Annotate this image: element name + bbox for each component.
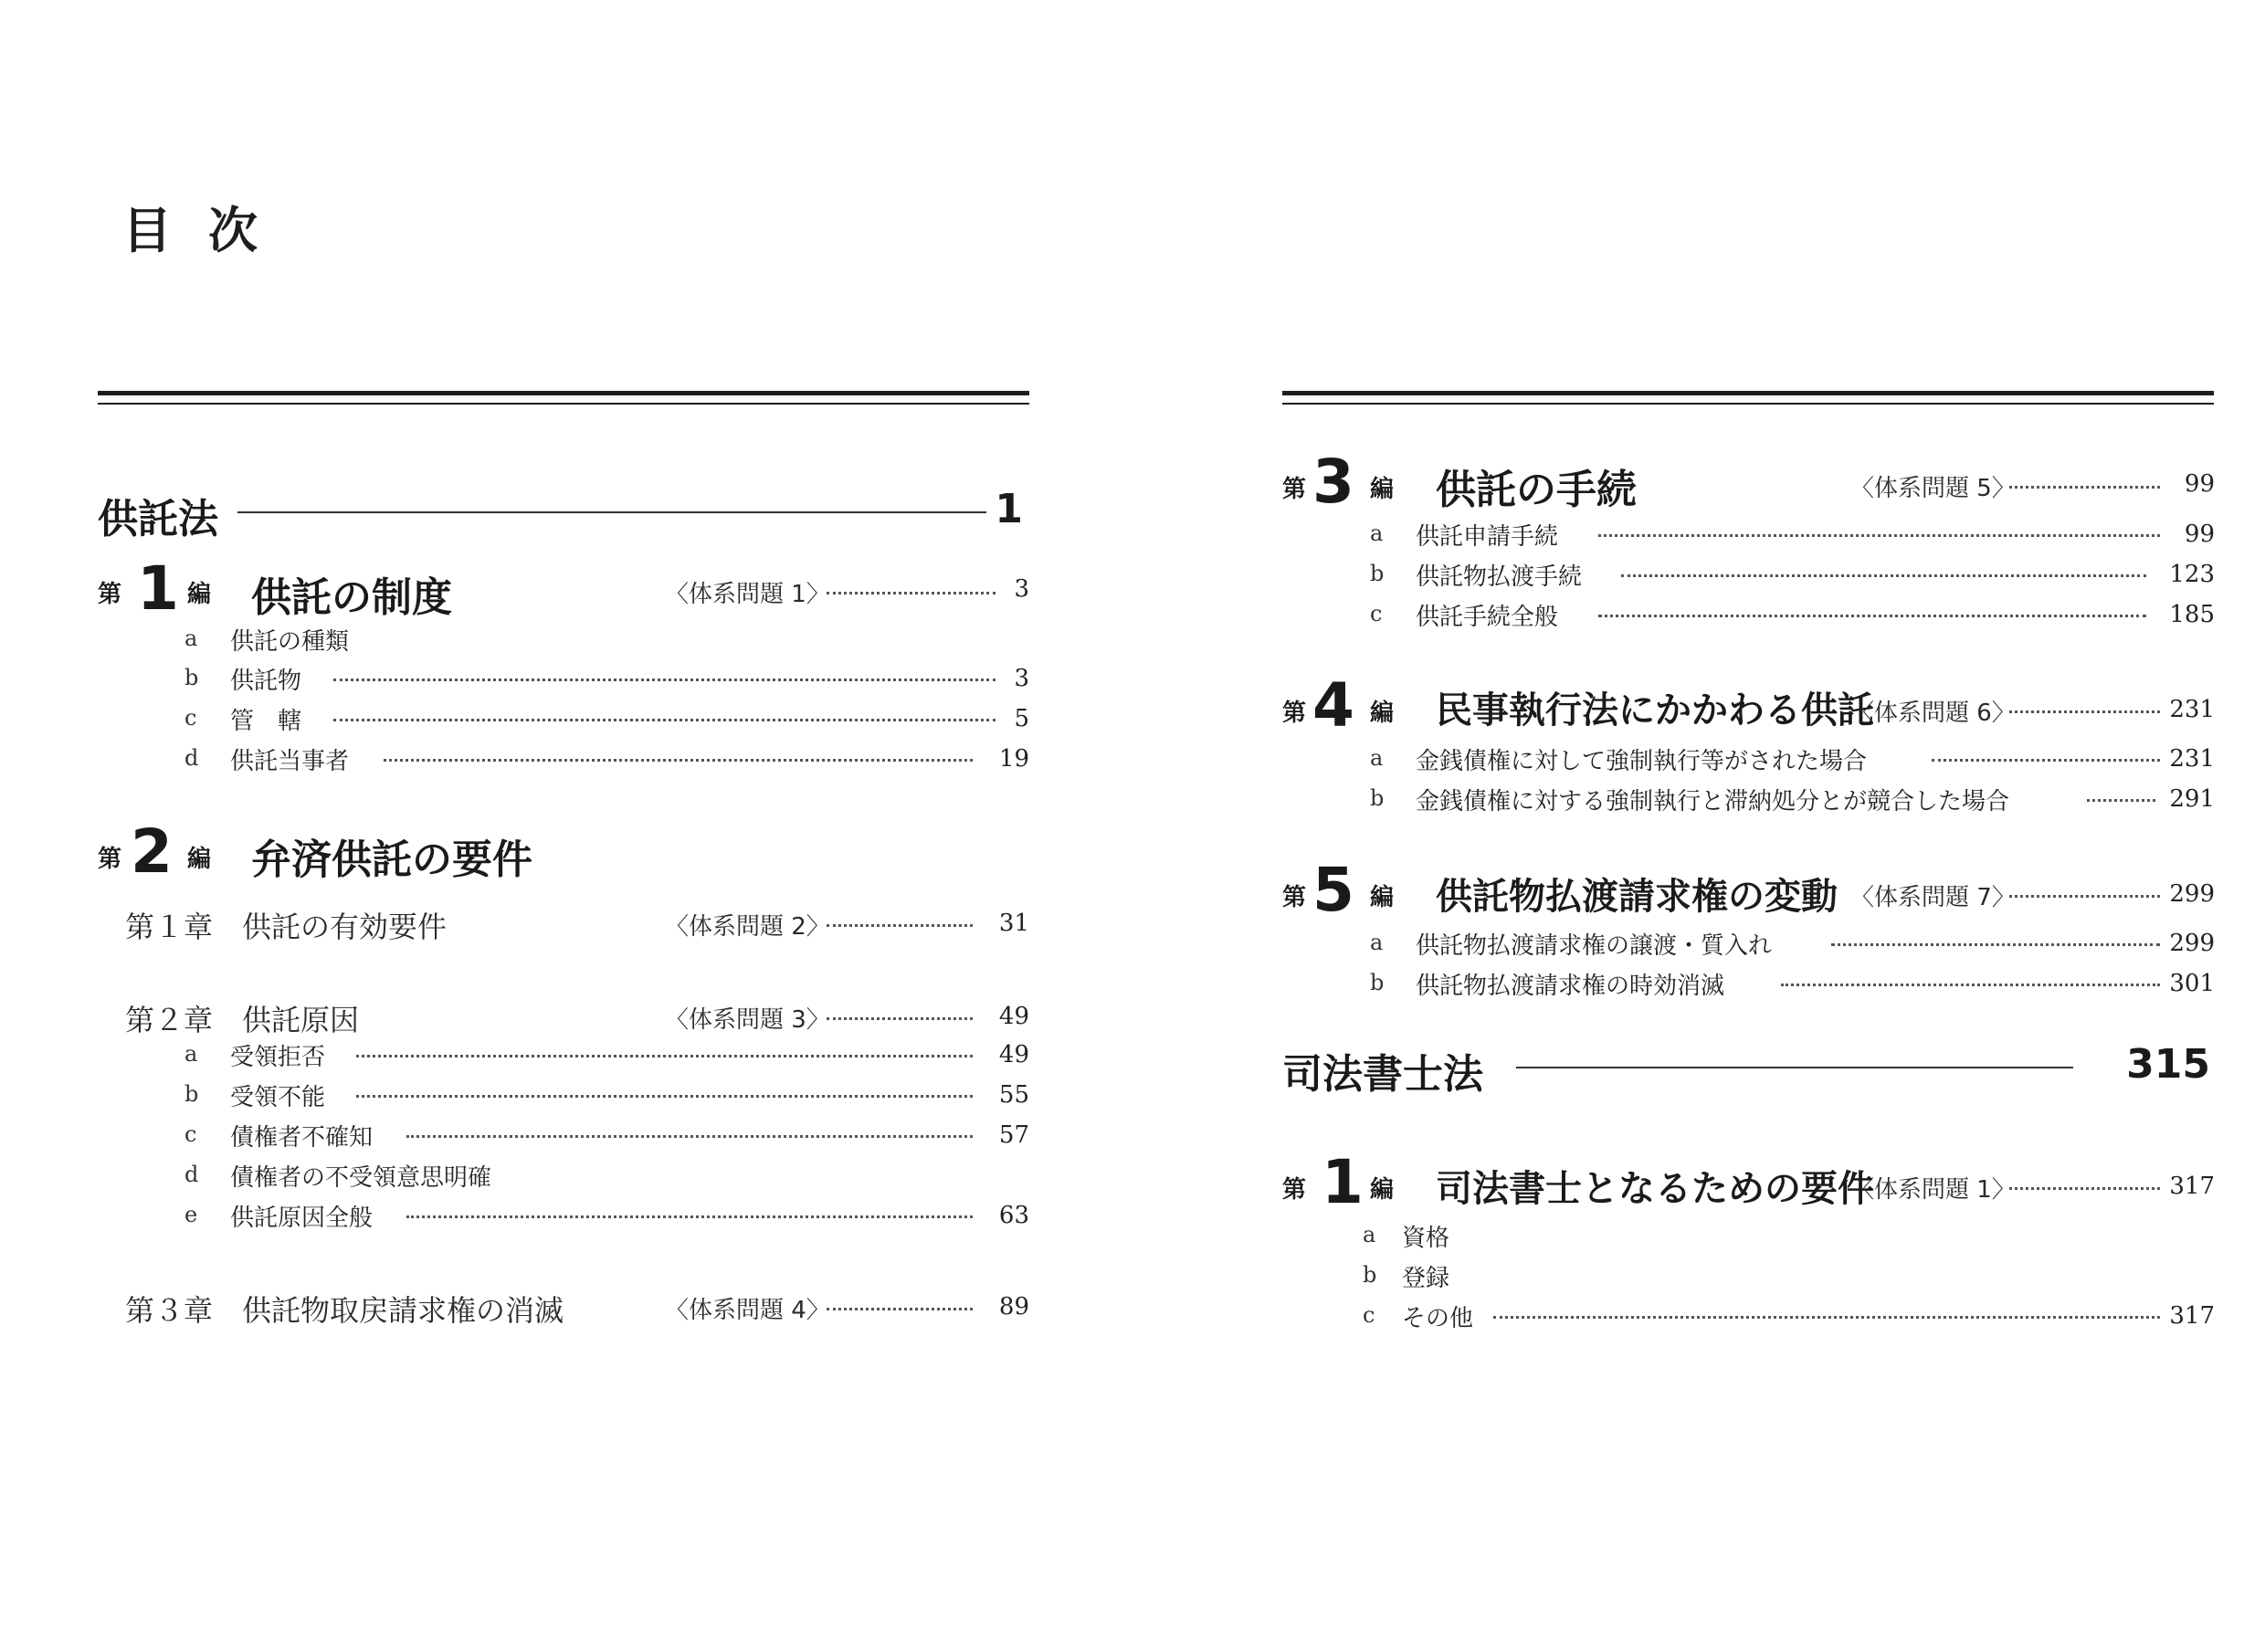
part-prefix: 第 <box>1282 700 1307 727</box>
item-letter: b <box>1363 1262 1377 1288</box>
list-item[interactable]: 債権者の不受領意思明確 <box>230 1164 492 1192</box>
law-page: 1 <box>995 486 1023 532</box>
item-letter: a <box>1370 930 1384 955</box>
page-number: 123 <box>2169 561 2215 588</box>
item-letter: b <box>184 665 199 690</box>
list-item[interactable]: 供託物払渡手続 <box>1416 563 1583 591</box>
part-suffix: 編 <box>1370 700 1395 727</box>
list-item[interactable]: 供託物 <box>230 668 302 695</box>
item-letter: b <box>1370 970 1385 995</box>
dot-leader <box>1598 615 2146 617</box>
system-problem-ref: 〈体系問題 1〉 <box>1850 1176 2016 1204</box>
part-suffix: 編 <box>1370 884 1395 911</box>
list-item[interactable]: 供託の種類 <box>230 628 350 656</box>
page-number: 185 <box>2169 601 2215 628</box>
item-letter: d <box>184 1162 199 1187</box>
item-letter: a <box>184 626 198 651</box>
part-number: 1 <box>1322 1147 1364 1217</box>
part-title[interactable]: 供託物払渡請求権の変動 <box>1436 876 1838 918</box>
item-letter: a <box>1363 1222 1376 1247</box>
chapter-title[interactable]: 第３章 供託物取戻請求権の消滅 <box>125 1293 564 1328</box>
part-title[interactable]: 司法書士となるための要件 <box>1436 1168 1874 1210</box>
item-letter: d <box>184 745 199 771</box>
dot-leader <box>333 679 996 681</box>
part-number: 1 <box>137 553 179 624</box>
list-item[interactable]: 供託当事者 <box>230 748 350 775</box>
page-number: 5 <box>1014 705 1029 732</box>
page-number: 31 <box>998 910 1029 937</box>
part-number: 2 <box>131 816 173 887</box>
dot-leader <box>356 1095 973 1098</box>
part-number: 5 <box>1312 855 1354 925</box>
page-number: 49 <box>998 1003 1029 1030</box>
system-problem-ref: 〈体系問題 4〉 <box>665 1297 830 1324</box>
part-prefix: 第 <box>98 846 122 873</box>
dot-leader <box>406 1135 973 1138</box>
part-prefix: 第 <box>1282 476 1307 503</box>
list-item[interactable]: 金銭債権に対する強制執行と滞納処分とが競合した場合 <box>1416 788 2010 815</box>
item-letter: b <box>184 1081 199 1107</box>
dot-leader <box>1621 574 2146 577</box>
list-item[interactable]: 供託手続全般 <box>1416 604 1559 631</box>
page-number: 301 <box>2169 970 2215 997</box>
list-item[interactable]: 管 轄 <box>230 708 302 735</box>
page-number: 231 <box>2169 745 2215 773</box>
system-problem-ref: 〈体系問題 3〉 <box>665 1006 830 1034</box>
item-letter: c <box>1370 601 1383 626</box>
dot-leader <box>1493 1316 2160 1319</box>
list-item[interactable]: 供託物払渡請求権の時効消滅 <box>1416 973 1725 1000</box>
part-title[interactable]: 供託の手続 <box>1436 467 1637 513</box>
right-top-rule <box>1282 391 2214 405</box>
part-suffix: 編 <box>187 581 212 608</box>
dot-leader <box>1831 943 2160 946</box>
page-number: 291 <box>2169 785 2215 813</box>
left-top-rule <box>98 391 1029 405</box>
page-number: 231 <box>2169 696 2215 723</box>
page-number: 299 <box>2169 880 2215 908</box>
dot-leader <box>333 719 996 721</box>
list-item[interactable]: 供託物払渡請求権の譲渡・質入れ <box>1416 932 1773 960</box>
part-title[interactable]: 民事執行法にかかわる供託 <box>1436 689 1874 731</box>
part-prefix: 第 <box>1282 1176 1307 1204</box>
part-title[interactable]: 弁済供託の要件 <box>251 837 532 883</box>
list-item[interactable]: 受領拒否 <box>230 1044 326 1071</box>
page-number: 3 <box>1014 665 1029 692</box>
dot-leader <box>406 1215 973 1218</box>
law-page: 315 <box>2126 1041 2210 1088</box>
list-item[interactable]: 金銭債権に対して強制執行等がされた場合 <box>1416 748 1868 775</box>
page-number: 57 <box>998 1121 1029 1149</box>
chapter-title[interactable]: 第１章 供託の有効要件 <box>125 910 448 944</box>
item-letter: c <box>1363 1302 1375 1328</box>
page-number: 63 <box>998 1202 1029 1229</box>
page-number: 99 <box>2184 521 2215 548</box>
item-letter: c <box>184 705 197 731</box>
list-item[interactable]: 登録 <box>1402 1265 1450 1292</box>
page-number: 55 <box>998 1081 1029 1109</box>
item-letter: b <box>1370 785 1385 811</box>
item-letter: e <box>184 1202 198 1227</box>
list-item[interactable]: 受領不能 <box>230 1084 326 1111</box>
dot-leader <box>384 759 973 762</box>
list-item[interactable]: 供託原因全般 <box>230 1205 374 1232</box>
item-letter: a <box>1370 521 1384 546</box>
part-title[interactable]: 供託の制度 <box>251 574 452 621</box>
law-leader-line <box>1516 1067 2073 1068</box>
item-letter: c <box>184 1121 197 1147</box>
toc-title: 目次 <box>122 202 294 259</box>
system-problem-ref: 〈体系問題 6〉 <box>1850 700 2016 727</box>
list-item[interactable]: 債権者不確知 <box>230 1124 374 1152</box>
item-letter: a <box>184 1041 198 1067</box>
item-letter: a <box>1370 745 1384 771</box>
dot-leader <box>356 1055 973 1057</box>
page-number: 317 <box>2169 1173 2215 1200</box>
list-item[interactable]: 資格 <box>1402 1225 1450 1252</box>
page-number: 3 <box>1014 575 1029 603</box>
dot-leader <box>1598 534 2160 537</box>
part-prefix: 第 <box>1282 884 1307 911</box>
page-number: 89 <box>998 1293 1029 1321</box>
system-problem-ref: 〈体系問題 2〉 <box>665 913 830 941</box>
part-prefix: 第 <box>98 581 122 608</box>
system-problem-ref: 〈体系問題 7〉 <box>1850 884 2016 911</box>
law-leader-line <box>237 511 986 513</box>
chapter-title[interactable]: 第２章 供託原因 <box>125 1003 360 1037</box>
law-title[interactable]: 供託法 <box>98 496 218 542</box>
part-number: 4 <box>1312 670 1354 741</box>
list-item[interactable]: その他 <box>1402 1305 1474 1332</box>
part-suffix: 編 <box>1370 1176 1395 1204</box>
part-suffix: 編 <box>1370 476 1395 503</box>
page-number: 49 <box>998 1041 1029 1068</box>
page-number: 317 <box>2169 1302 2215 1330</box>
system-problem-ref: 〈体系問題 5〉 <box>1850 475 2016 502</box>
law-title[interactable]: 司法書士法 <box>1282 1051 1483 1098</box>
item-letter: b <box>1370 561 1385 586</box>
dot-leader <box>1781 984 2160 986</box>
part-number: 3 <box>1312 447 1354 517</box>
list-item[interactable]: 供託申請手続 <box>1416 523 1559 551</box>
page-number: 299 <box>2169 930 2215 957</box>
page-number: 99 <box>2184 470 2215 498</box>
system-problem-ref: 〈体系問題 1〉 <box>665 581 830 608</box>
page-number: 19 <box>998 745 1029 773</box>
part-suffix: 編 <box>187 846 212 873</box>
